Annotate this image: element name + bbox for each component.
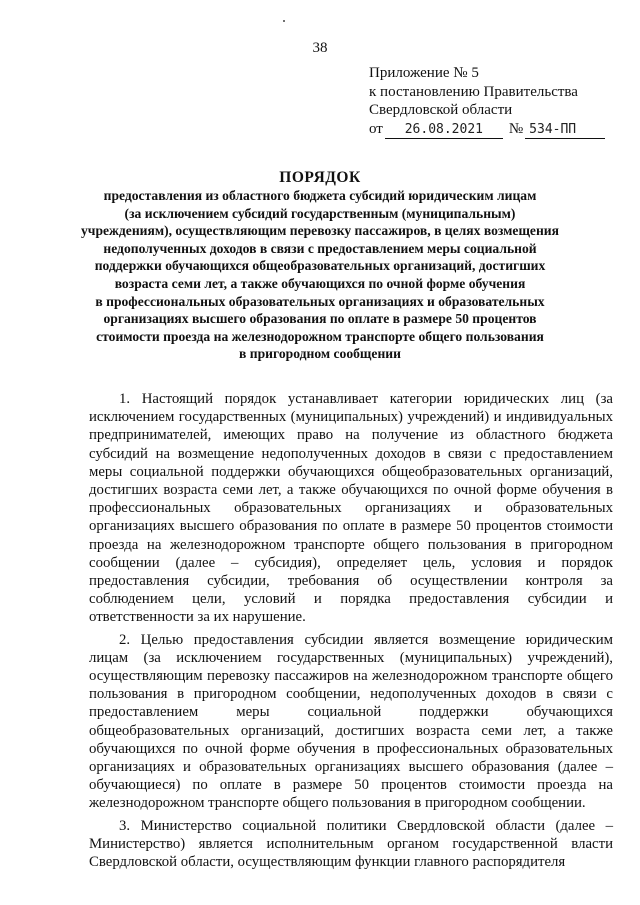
appendix-block <box>369 64 629 139</box>
number-prefix: № <box>508 120 524 137</box>
scan-speck <box>283 20 285 22</box>
subtitle-line: в профессиональных образовательных организациях и образовательных <box>95 293 545 309</box>
subtitle-line: предоставления из областного бюджета субсидий юридическим лицам <box>103 188 537 203</box>
document-subtitle <box>78 187 562 363</box>
order-number: 534-ПП <box>525 122 605 139</box>
subtitle-line: (за исключением субсидий государственным (муниципальным) <box>124 205 516 221</box>
page-number: 38 <box>312 40 328 56</box>
appendix-line-1: Приложение № 5 <box>369 65 479 81</box>
appendix-line-2: к постановлению Правительства <box>369 83 578 100</box>
subtitle-line: поддержки обучающихся общеобразовательных организаций, достигших <box>94 258 546 274</box>
subtitle-line: возраста семи лет, а также обучающихся по очной форме обучения <box>114 275 526 291</box>
paragraph: 1. Настоящий порядок устанавливает категории юридических лиц (за исключением государственных (муниципальных) учреждений) и индивидуальных предпринимателей, имеющих право на получение из областного бюджета субсидий на возмещение недополученных доходов в связи с предоставлением меры социальной поддержки обучающихся общеобразовательных организаций, достигших возраста семи лет, а также обучающихся по очной форме обучения в профессиональных образовательных организациях и образовательных организациях высшего образования по оплате в размере 50 процентов стоимости проезда на железнодорожном транспорте общего пользования в пригородном сообщении (далее – субсидия), определяет цель, условия и порядок предоставления субсидии, требования об осуществлении контроля за соблюдением цели, условий и порядка предоставления субсидии и ответственности за их нарушение. <box>89 391 613 626</box>
document-title: ПОРЯДОК <box>279 169 361 186</box>
appendix-line-3: Свердловской области <box>369 102 513 118</box>
document-body <box>89 390 613 875</box>
date-prefix: от <box>369 120 383 137</box>
order-date: 26.08.2021 <box>385 122 503 139</box>
subtitle-line: организациях высшего образования по оплате в размере 50 процентов <box>103 311 537 327</box>
subtitle-line: недополученных доходов в связи с предоставлением меры социальной <box>103 240 537 256</box>
subtitle-line: в пригородном сообщении <box>239 346 401 362</box>
paragraph: 3. Министерство социальной политики Свердловской области (далее – Министерство) является исполнительным органом государственной власти Свердловской области, осуществляющим функции главного распорядителя <box>89 817 613 871</box>
subtitle-line: стоимости проезда на железнодорожном транспорте общего пользования <box>96 328 544 344</box>
paragraph: 2. Целью предоставления субсидии является возмещение юридическим лицам (за исключением государственных (муниципальных) учреждений), осуществляющим перевозку пассажиров на железнодорожном транспорте общего пользования в пригородном сообщении, недополученных доходов в связи с предоставлением меры социальной поддержки обучающихся общеобразовательных организаций, достигших возраста семи лет, а также обучающихся по очной форме обучения в профессиональных образовательных организациях и образовательных организациях высшего образования (далее – обучающиеся) по оплате в размере 50 процентов стоимости проезда на железнодорожном транспорте общего пользования в пригородном сообщении. <box>89 631 613 812</box>
appendix-order-line <box>369 120 629 139</box>
subtitle-line: учреждениям), осуществляющим перевозку пассажиров, в целях возмещения <box>81 223 559 239</box>
